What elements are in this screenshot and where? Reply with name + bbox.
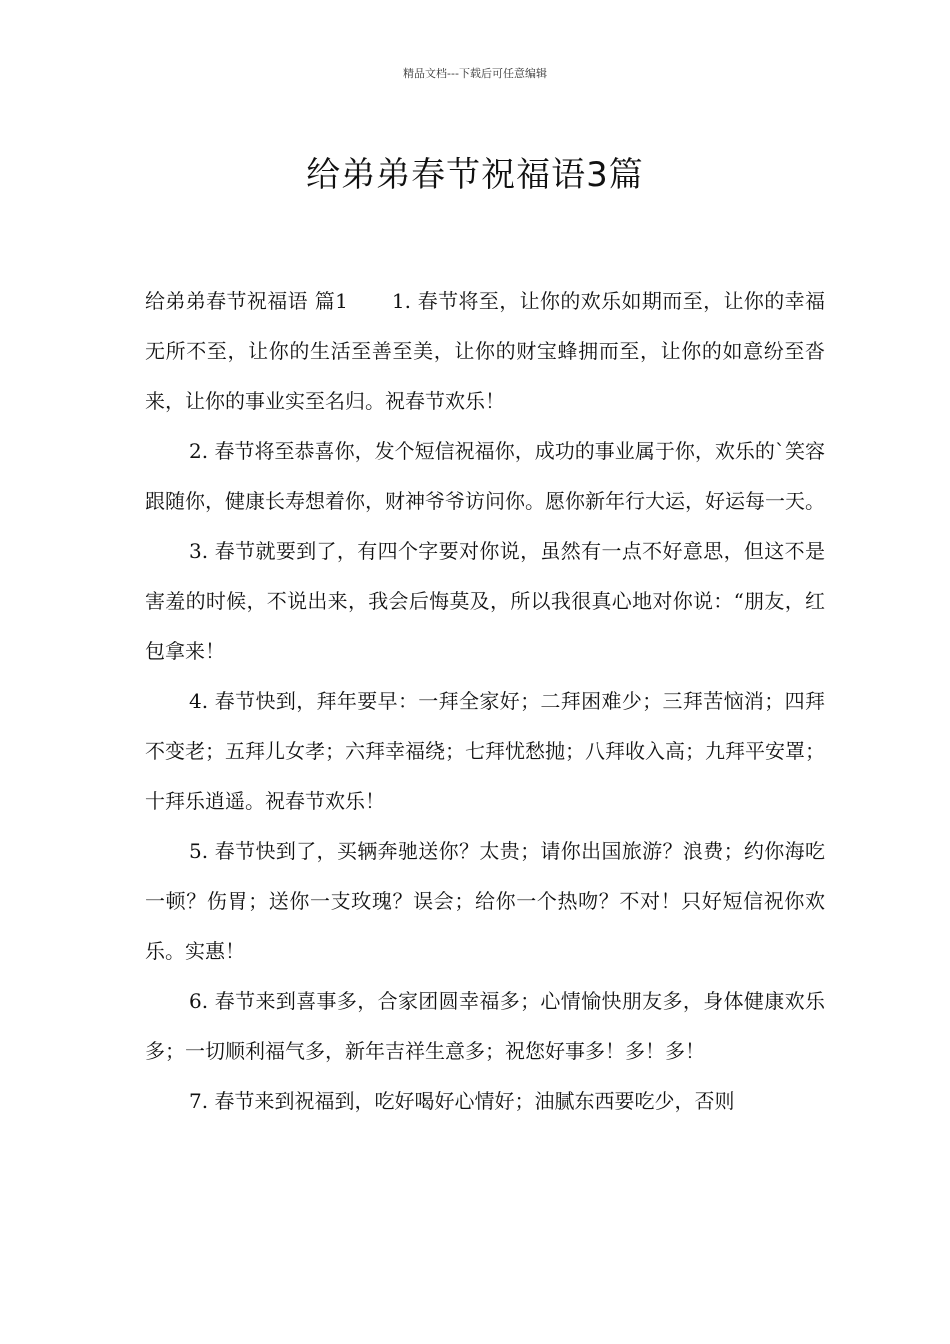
- paragraph-3: 3. 春节就要到了，有四个字要对你说，虽然有一点不好意思，但这不是害羞的时候，不说出来，我会后悔莫及，所以我很真心地对你说：“朋友，红包拿来！: [145, 539, 825, 663]
- paragraph-4: 4. 春节快到，拜年要早：一拜全家好；二拜困难少；三拜苦恼消；四拜不变老；五拜儿女孝；六拜幸福绕；七拜忧愁抛；八拜收入高；九拜平安罩；十拜乐逍遥。祝春节欢乐！: [145, 689, 825, 813]
- paragraph-2: 2. 春节将至恭喜你，发个短信祝福你，成功的事业属于你，欢乐的`笑容跟随你，健康长寿想着你，财神爷爷访问你。愿你新年行大运，好运每一天。: [145, 439, 825, 513]
- page-title: 给弟弟春节祝福语3篇: [306, 154, 644, 195]
- paragraph-6: 6. 春节来到喜事多，合家团圆幸福多；心情愉快朋友多，身体健康欢乐多；一切顺利福气多，新年吉祥生意多；祝您好事多！多！多！: [145, 989, 825, 1063]
- document-body: [145, 276, 825, 1126]
- paragraph-1: [145, 276, 825, 426]
- paragraph-5: 5. 春节快到了，买辆奔驰送你？太贵；请你出国旅游？浪费；约你海吃一顿？伤胃；送你一支玫瑰？误会；给你一个热吻？不对！只好短信祝你欢乐。实惠！: [145, 839, 825, 963]
- paragraph-1-text: 1. 春节将至，让你的欢乐如期而至，让你的幸福无所不至，让你的生活至善至美，让你的财宝蜂拥而至，让你的如意纷至沓来，让你的事业实至名归。祝春节欢乐！: [145, 289, 825, 413]
- section-label: 给弟弟春节祝福语 篇1: [145, 289, 348, 313]
- header-note: 精品文档---下载后可任意编辑: [403, 67, 547, 80]
- paragraph-7: 7. 春节来到祝福到，吃好喝好心情好；油腻东西要吃少，否则: [189, 1089, 735, 1113]
